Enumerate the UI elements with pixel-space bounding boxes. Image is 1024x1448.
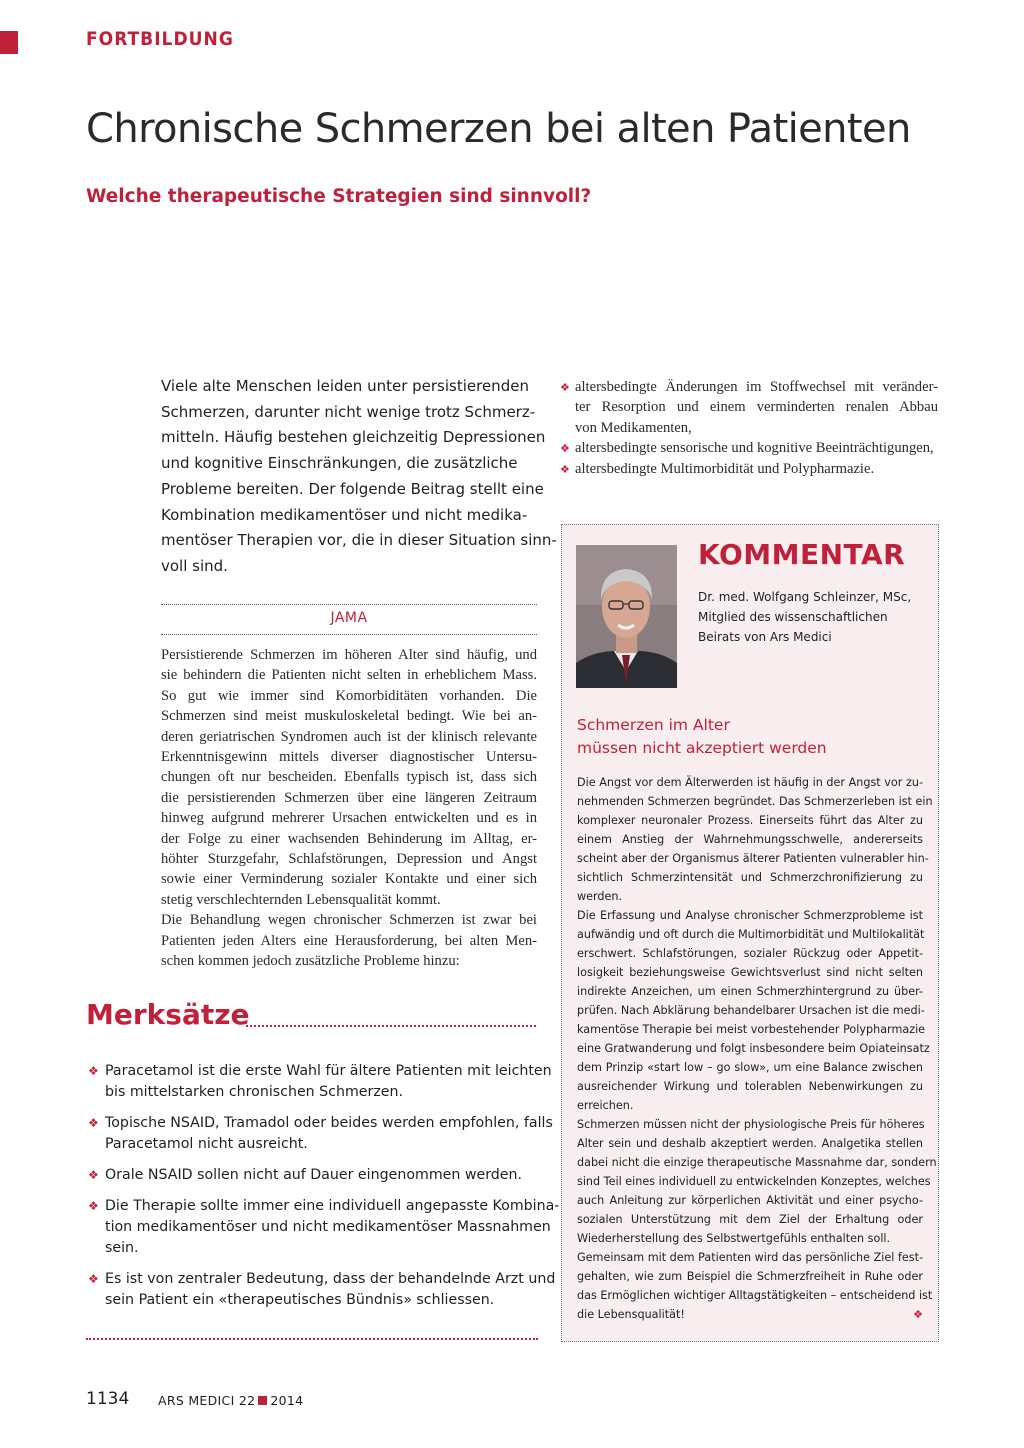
problem-line: altersbedingte sensorische und kognitive Beeinträchtigungen,: [575, 440, 934, 457]
lead-line: Schmerzen, darunter nicht wenige trotz Schmerz-: [161, 402, 536, 421]
diamond-bullet-icon: ❖: [560, 443, 570, 456]
page-number: 1134: [86, 1389, 130, 1409]
body-line: hinweg aufgrund mehrerer Ursachen entwickelten und es in: [161, 810, 537, 827]
merksatz-line: sein Patient ein «therapeutisches Bündnis» schliessen.: [105, 1292, 495, 1308]
lead-line: und kognitive Einschränkungen, die zusätzliche: [161, 454, 518, 473]
merksatz-line: Orale NSAID sollen nicht auf Dauer eingenommen werden.: [105, 1167, 523, 1183]
kommentar-line: Schmerzen müssen nicht der physiologische Preis für höheres: [577, 1118, 925, 1131]
article-subtitle: Welche therapeutische Strategien sind sinnvoll?: [86, 186, 592, 207]
merksatz-line: Paracetamol ist die erste Wahl für ältere Patienten mit leichten: [105, 1063, 552, 1079]
problem-item: [560, 377, 938, 438]
kommentar-line: Die Angst vor dem Älterwerden ist häufig in der Angst vor zu-: [577, 776, 923, 789]
body-line: die persistierenden Schmerzen über eine längeren Zeitraum: [161, 789, 537, 806]
footer-square-icon: [258, 1396, 267, 1405]
diamond-bullet-icon: ❖: [88, 1168, 99, 1182]
kommentar-line: nehmenden Schmerzen begründet. Das Schmerzerleben ist ein: [577, 795, 933, 808]
kommentar-line: die Lebensqualität!: [577, 1308, 685, 1321]
lead-line: voll sind.: [161, 556, 228, 575]
end-diamond-icon: ❖: [913, 1308, 923, 1321]
journal-info: [158, 1393, 303, 1408]
author-line: Beirats von Ars Medici: [698, 630, 832, 644]
merksatz-line: sein.: [105, 1240, 139, 1256]
body-line: sowie einer Verminderung sozialer Kontakte und einer sich: [161, 871, 537, 888]
body-line: chungen oft nur bescheiden. Ebenfalls typisch ist, dass sich: [161, 769, 537, 786]
author-portrait-image: [576, 545, 677, 688]
merksaetze-bottom-dots: [86, 1338, 538, 1340]
kommentar-line: gehalten, wie zum Beispiel die Schmerzfreiheit in Ruhe oder: [577, 1270, 923, 1283]
kommentar-heading: [577, 714, 827, 760]
kommentar-line: Alter sein und deshalb akzeptiert werden. Analgetika stellen: [577, 1137, 923, 1150]
author-line: Mitglied des wissenschaftlichen: [698, 610, 888, 624]
kommentar-line: erschwert. Schlafstörungen, sozialer Rückzug oder Appetit-: [577, 947, 923, 960]
problems-list: [560, 377, 938, 479]
kommentar-line: sind Teil eines individuell zu entwickelnden Konzeptes, welches: [577, 1175, 931, 1188]
problem-line: von Medikamenten,: [575, 419, 692, 436]
diamond-bullet-icon: ❖: [88, 1116, 99, 1130]
merksatz-line: Die Therapie sollte immer eine individuell angepasste Kombina-: [105, 1198, 560, 1214]
author-line: Dr. med. Wolfgang Schleinzer, MSc,: [698, 590, 912, 604]
merksatz-line: Topische NSAID, Tramadol oder beides werden empfohlen, falls: [105, 1115, 553, 1131]
diamond-bullet-icon: ❖: [560, 463, 570, 476]
kommentar-line: aufwändig und oft durch die Multimorbidität und Multilokalität: [577, 928, 925, 941]
merksatz-item: [88, 1269, 556, 1311]
journal-year: 2014: [270, 1393, 304, 1408]
diamond-bullet-icon: ❖: [88, 1199, 99, 1213]
body-line: Erkenntnisgewinn mittels diverser diagnostischer Untersu-: [161, 749, 537, 766]
body-line: Persistierende Schmerzen im höheren Alter sind häufig, und: [161, 647, 537, 663]
merksaetze-list: [88, 1061, 560, 1321]
body-line: Patienten jeden Alters eine Herausforderung, bei alten Men-: [161, 932, 537, 949]
lead-line: Probleme bereiten. Der folgende Beitrag stellt eine: [161, 479, 544, 498]
body-line: sie behindern die Patienten nicht selten in erheblichem Mass.: [161, 667, 537, 684]
kommentar-line: Die Erfassung und Analyse chronischer Schmerzprobleme ist: [577, 909, 923, 922]
kommentar-line: dabei nicht die einzige therapeutische Massnahme dar, sondern: [577, 1156, 937, 1169]
journal-name: ARS MEDICI 22: [158, 1393, 256, 1408]
merksaetze-heading: Merksätze: [86, 998, 250, 1031]
kommentar-line: Wiederherstellung des Selbstwertgefühls enthalten soll.: [577, 1232, 891, 1245]
problem-line: ter Resorption und einem verminderten renalen Abbau: [575, 399, 938, 416]
body-line: schen kommen jedoch zusätzliche Probleme hinzu:: [161, 953, 460, 970]
lead-paragraph: [161, 374, 557, 580]
kommentar-line: einem Anstieg der Wahrnehmungsschwelle, andererseits: [577, 833, 923, 846]
source-divider-bottom: [161, 634, 537, 635]
problem-item: [560, 438, 938, 458]
author-portrait: [576, 545, 677, 688]
lead-line: mentöser Therapien vor, die in dieser Situation sinn-: [161, 531, 557, 550]
body-line: Schmerzen sind meist muskuloskeletal bedingt. Wie bei an-: [161, 708, 537, 725]
kommentar-line: ausreichender Wirkung und tolerablen Nebenwirkungen zu: [577, 1080, 923, 1093]
merksatz-line: bis mittelstarken chronischen Schmerzen.: [105, 1084, 404, 1100]
kommentar-body: [577, 773, 937, 1324]
problem-line: altersbedingte Multimorbidität und Polypharmazie.: [575, 460, 875, 477]
kommentar-author: [698, 587, 911, 647]
merksatz-item: [88, 1113, 553, 1155]
kommentar-line: das Ermöglichen wichtiger Alltagstätigkeiten – entscheidend ist: [577, 1289, 933, 1302]
merksatz-line: tion medikamentöser und nicht medikamentöser Massnahmen: [105, 1219, 551, 1235]
merksatz-item: [88, 1196, 560, 1259]
lead-line: mitteln. Häufig bestehen gleichzeitig Depressionen: [161, 428, 546, 447]
diamond-bullet-icon: ❖: [88, 1272, 99, 1286]
kommentar-line: auch Anleitung zur körperlichen Aktivität und einer psycho-: [577, 1194, 923, 1207]
merksatz-line: Es ist von zentraler Bedeutung, dass der behandelnde Arzt und: [105, 1271, 556, 1287]
kommentar-line: dem Prinzip «start low – go slow», um eine Balance zwischen: [577, 1061, 923, 1074]
kommentar-line: sozialen Unterstützung mit dem Ziel der Erhaltung oder: [577, 1213, 923, 1226]
body-line: stetig verschlechternden Lebensqualität kommt.: [161, 891, 441, 908]
kommentar-line: werden.: [577, 890, 623, 903]
kommentar-title: KOMMENTAR: [698, 538, 906, 571]
kommentar-line: erreichen.: [577, 1099, 634, 1112]
merksatz-item: [88, 1061, 552, 1103]
lead-line: Viele alte Menschen leiden unter persistierenden: [161, 377, 529, 395]
diamond-bullet-icon: ❖: [560, 382, 570, 394]
kommentar-line: Gemeinsam mit dem Patienten wird das persönliche Ziel fest-: [577, 1251, 923, 1264]
body-line: der Folge zu einer wachsenden Behinderung im Alltag, er-: [161, 830, 537, 847]
kommentar-line: indirekte Anzeichen, um einen Schmerzhintergrund zu über-: [577, 985, 923, 998]
kommentar-line: losigkeit beziehungsweise Gewichtsverlust sind nicht selten: [577, 966, 923, 979]
merksaetze-heading-dots: [246, 1025, 536, 1027]
kommentar-line: scheint aber der Organismus älterer Patienten vulnerabler hin-: [577, 852, 929, 865]
body-line: So gut wie immer sind Komorbiditäten vorhanden. Die: [161, 687, 537, 704]
kommentar-line: kamentöse Therapie bei meist vorbestehender Polypharmazie: [577, 1023, 926, 1036]
kommentar-line: prüfen. Nach Abklärung behandelbarer Ursachen ist die medi-: [577, 1004, 925, 1017]
section-color-mark: [0, 31, 18, 54]
merksatz-item: [88, 1165, 538, 1186]
diamond-bullet-icon: ❖: [88, 1064, 99, 1078]
merksatz-line: Paracetamol nicht ausreicht.: [105, 1136, 308, 1152]
kommentar-heading-line: müssen nicht akzeptiert werden: [577, 739, 827, 757]
problem-item: [560, 459, 938, 479]
article-body: [161, 645, 537, 972]
body-line: höhter Sturzgefahr, Schlafstörungen, Depression und Angst: [161, 851, 537, 868]
kommentar-line: eine Gratwanderung und folgt insbesondere beim Opiateinsatz: [577, 1042, 930, 1055]
body-line: Die Behandlung wegen chronischer Schmerzen ist zwar bei: [161, 912, 537, 929]
kommentar-line: sichtlich Schmerzintensität und Schmerzchronifizierung zu: [577, 871, 923, 884]
source-divider-top: [161, 604, 537, 605]
kommentar-line: komplexer neuronaler Prozess. Einerseits führt das Alter zu: [577, 814, 923, 827]
lead-line: Kombination medikamentöser und nicht medika-: [161, 505, 528, 524]
problem-line: altersbedingte Änderungen im Stoffwechsel mit veränder-: [575, 379, 938, 395]
kommentar-last-line: [577, 1305, 923, 1324]
body-line: deren geriatrischen Syndromen auch ist der klinisch relevante: [161, 728, 537, 745]
kommentar-heading-line: Schmerzen im Alter: [577, 716, 730, 734]
section-label: FORTBILDUNG: [86, 28, 234, 50]
article-title: Chronische Schmerzen bei alten Patienten: [86, 106, 911, 152]
source-label: JAMA: [330, 610, 368, 626]
